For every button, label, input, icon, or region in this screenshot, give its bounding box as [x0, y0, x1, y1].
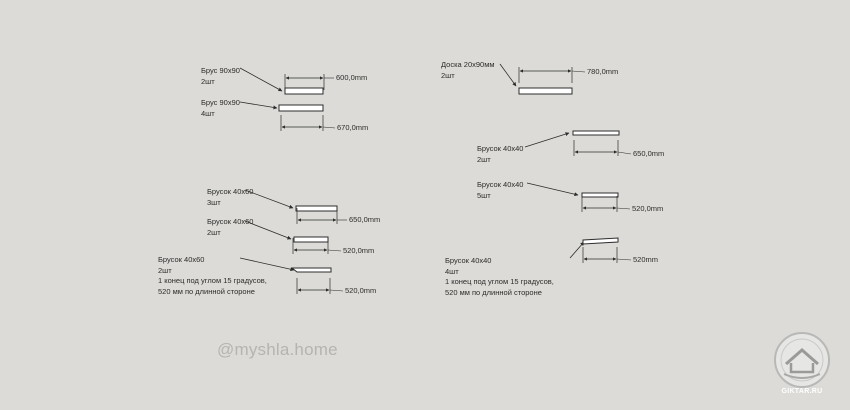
part-label-line: 4шт: [201, 108, 215, 118]
part-label: [441, 60, 495, 81]
dimension-leader: [330, 290, 343, 291]
part-label-line: 2шт: [477, 154, 491, 164]
timber-bar: [582, 193, 618, 197]
part-label-line: Брус 90x90: [201, 66, 240, 75]
dimension-value: 650,0mm: [349, 215, 381, 224]
part-label-line: Доска 20x90мм: [441, 60, 495, 69]
timber-bar: [583, 238, 618, 244]
part-label: [158, 255, 267, 297]
part-6: [500, 64, 585, 94]
part-9: [570, 238, 631, 263]
part-label-line: Брус 90x90: [201, 98, 240, 107]
dimension-leader: [323, 127, 335, 128]
part-label-line: 2шт: [201, 76, 215, 86]
part-label: [201, 98, 240, 119]
part-label-line: 2шт: [207, 227, 221, 237]
timber-bar: [519, 88, 572, 94]
part-label-line: Брусок 40x60: [207, 187, 254, 196]
part-label-line: 3шт: [207, 197, 221, 207]
leader-arrow: [240, 68, 282, 91]
timber-bar: [285, 88, 323, 94]
dimension-leader: [617, 259, 631, 260]
part-label-line: Брусок 40x60: [158, 255, 205, 264]
leader-arrow: [527, 183, 578, 195]
dimension-leader: [328, 250, 341, 251]
dimension-value: 780,0mm: [587, 67, 619, 76]
dimension-leader: [618, 152, 631, 154]
dimension-value: 520,0mm: [345, 286, 377, 295]
giktar-logo: [772, 330, 832, 406]
part-label-line: Брусок 40x60: [207, 217, 254, 226]
dimension-leader: [572, 71, 585, 72]
part-label-line: Брусок 40x40: [477, 144, 524, 153]
part-label-line: Брусок 40x40: [477, 180, 524, 189]
part-label-line: 5шт: [477, 190, 491, 200]
part-label-line: 520 мм по длинной стороне: [158, 286, 255, 296]
dimension-value: 520,0mm: [632, 204, 664, 213]
dimension-value: 520,0mm: [343, 246, 375, 255]
part-label: [477, 144, 523, 165]
dimension-value: 650,0mm: [633, 149, 665, 158]
part-label: [477, 180, 523, 201]
part-label-line: 2шт: [158, 265, 172, 275]
part-label-line: 4шт: [445, 266, 459, 276]
leader-arrow: [525, 133, 569, 147]
part-4: [245, 221, 341, 254]
timber-bar: [294, 237, 328, 242]
part-label: [207, 217, 253, 238]
leader-arrow: [500, 64, 516, 86]
timber-bar: [296, 206, 337, 211]
dimension-value: 520mm: [633, 255, 659, 264]
logo-text: GIKTAR.RU: [781, 388, 823, 395]
part-2: [240, 102, 335, 131]
part-7: [525, 131, 631, 156]
part-label: [445, 256, 554, 298]
part-label-line: 1 конец под углом 15 градусов,: [158, 276, 267, 285]
timber-bar: [573, 131, 619, 135]
timber-bar: [279, 105, 323, 111]
watermark-text: @myshla.home: [217, 340, 338, 359]
part-label: [207, 187, 253, 208]
timber-bar: [292, 268, 331, 272]
part-label-line: 2шт: [441, 70, 455, 80]
dimension-value: 670,0mm: [337, 123, 369, 132]
part-label-line: Брусок 40x40: [445, 256, 492, 265]
dimension-value: 600,0mm: [336, 73, 368, 82]
part-3: [245, 190, 347, 224]
part-label-line: 520 мм по длинной стороне: [445, 287, 542, 297]
dimension-leader: [617, 208, 630, 209]
part-label-line: 1 конец под углом 15 градусов,: [445, 277, 554, 286]
leader-arrow: [240, 102, 277, 108]
part-label: [201, 66, 240, 87]
part-8: [527, 183, 630, 212]
house-logo-icon: [772, 330, 832, 390]
part-1: [240, 68, 334, 94]
leader-arrow: [570, 242, 584, 258]
